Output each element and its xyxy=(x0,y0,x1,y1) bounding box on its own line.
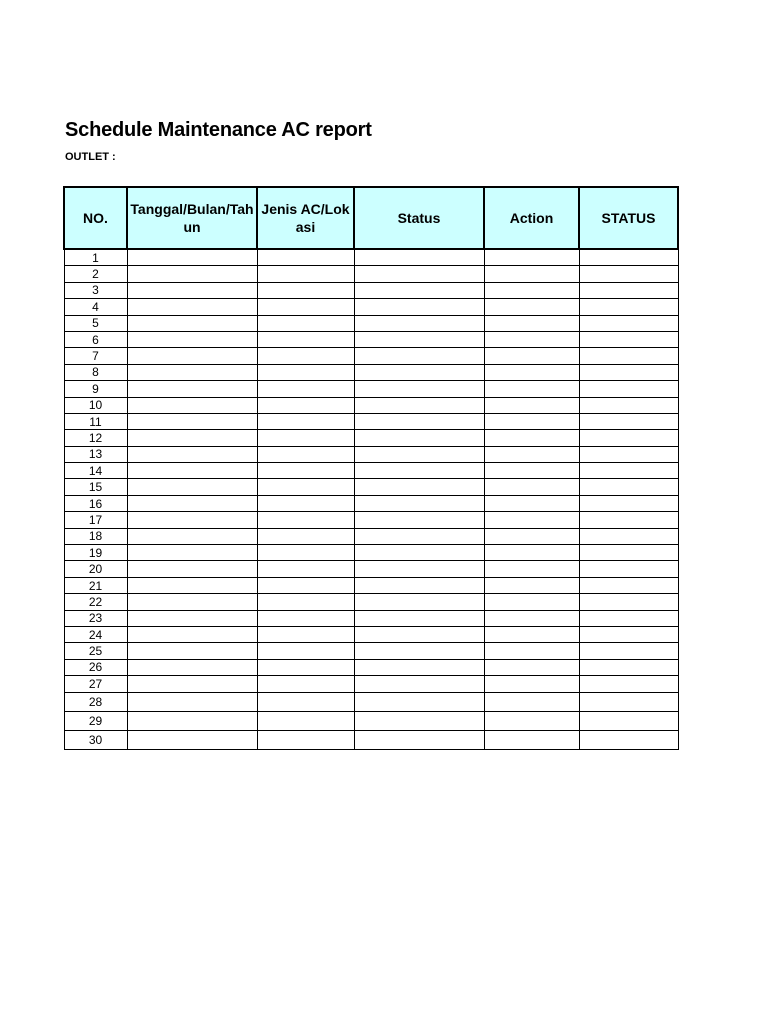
row-number: 6 xyxy=(64,331,127,347)
row-number: 18 xyxy=(64,528,127,544)
action-cell[interactable] xyxy=(484,610,579,626)
table-row xyxy=(64,528,678,544)
final-status-cell[interactable] xyxy=(579,730,678,749)
row-number: 7 xyxy=(64,348,127,364)
table-row xyxy=(64,626,678,642)
action-cell[interactable] xyxy=(484,413,579,429)
row-number: 25 xyxy=(64,643,127,659)
header-no: NO. xyxy=(64,187,127,249)
table-body xyxy=(64,249,678,749)
date-cell[interactable] xyxy=(127,315,257,331)
table-row xyxy=(64,430,678,446)
action-cell[interactable] xyxy=(484,545,579,561)
date-cell[interactable] xyxy=(127,643,257,659)
action-cell[interactable] xyxy=(484,364,579,380)
status-cell[interactable] xyxy=(354,626,484,642)
row-number: 3 xyxy=(64,282,127,298)
ac-location-cell[interactable] xyxy=(257,348,354,364)
date-cell[interactable] xyxy=(127,364,257,380)
ac-location-cell[interactable] xyxy=(257,528,354,544)
maintenance-table xyxy=(63,186,679,750)
table-row xyxy=(64,730,678,749)
final-status-cell[interactable] xyxy=(579,364,678,380)
ac-location-cell[interactable] xyxy=(257,676,354,692)
outlet-label: OUTLET : xyxy=(65,151,116,163)
status-cell[interactable] xyxy=(354,561,484,577)
row-number: 13 xyxy=(64,446,127,462)
action-cell[interactable] xyxy=(484,495,579,511)
report-title: Schedule Maintenance AC report xyxy=(65,119,372,141)
action-cell[interactable] xyxy=(484,348,579,364)
action-cell[interactable] xyxy=(484,594,579,610)
table-row xyxy=(64,577,678,593)
final-status-cell[interactable] xyxy=(579,610,678,626)
date-cell[interactable] xyxy=(127,528,257,544)
table-row xyxy=(64,692,678,711)
ac-location-cell[interactable] xyxy=(257,512,354,528)
status-cell[interactable] xyxy=(354,528,484,544)
ac-location-cell[interactable] xyxy=(257,626,354,642)
action-cell[interactable] xyxy=(484,626,579,642)
date-cell[interactable] xyxy=(127,430,257,446)
table-row xyxy=(64,659,678,675)
header-row xyxy=(64,187,678,249)
ac-location-cell[interactable] xyxy=(257,430,354,446)
date-cell[interactable] xyxy=(127,331,257,347)
status-cell[interactable] xyxy=(354,594,484,610)
action-cell[interactable] xyxy=(484,528,579,544)
ac-location-cell[interactable] xyxy=(257,331,354,347)
final-status-cell[interactable] xyxy=(579,512,678,528)
table-row xyxy=(64,266,678,282)
row-number: 22 xyxy=(64,594,127,610)
ac-location-cell[interactable] xyxy=(257,659,354,675)
date-cell[interactable] xyxy=(127,463,257,479)
date-cell[interactable] xyxy=(127,397,257,413)
row-number: 4 xyxy=(64,299,127,315)
date-cell[interactable] xyxy=(127,711,257,730)
header-status: Status xyxy=(354,187,484,249)
final-status-cell[interactable] xyxy=(579,545,678,561)
status-cell[interactable] xyxy=(354,249,484,266)
status-cell[interactable] xyxy=(354,659,484,675)
ac-location-cell[interactable] xyxy=(257,561,354,577)
ac-location-cell[interactable] xyxy=(257,397,354,413)
table-row xyxy=(64,397,678,413)
ac-location-cell[interactable] xyxy=(257,479,354,495)
row-number: 20 xyxy=(64,561,127,577)
table-row xyxy=(64,610,678,626)
ac-location-cell[interactable] xyxy=(257,545,354,561)
row-number: 12 xyxy=(64,430,127,446)
final-status-cell[interactable] xyxy=(579,577,678,593)
status-cell[interactable] xyxy=(354,545,484,561)
table-row xyxy=(64,643,678,659)
action-cell[interactable] xyxy=(484,446,579,462)
date-cell[interactable] xyxy=(127,299,257,315)
ac-location-cell[interactable] xyxy=(257,463,354,479)
status-cell[interactable] xyxy=(354,266,484,282)
status-cell[interactable] xyxy=(354,397,484,413)
date-cell[interactable] xyxy=(127,545,257,561)
row-number: 17 xyxy=(64,512,127,528)
row-number: 15 xyxy=(64,479,127,495)
ac-location-cell[interactable] xyxy=(257,643,354,659)
header-ac-type-location: Jenis AC/Lokasi xyxy=(257,187,354,249)
status-cell[interactable] xyxy=(354,413,484,429)
status-cell[interactable] xyxy=(354,446,484,462)
status-cell[interactable] xyxy=(354,730,484,749)
status-cell[interactable] xyxy=(354,512,484,528)
final-status-cell[interactable] xyxy=(579,561,678,577)
table-row xyxy=(64,512,678,528)
ac-location-cell[interactable] xyxy=(257,299,354,315)
table-row xyxy=(64,364,678,380)
ac-location-cell[interactable] xyxy=(257,577,354,593)
ac-location-cell[interactable] xyxy=(257,413,354,429)
final-status-cell[interactable] xyxy=(579,594,678,610)
row-number: 10 xyxy=(64,397,127,413)
date-cell[interactable] xyxy=(127,413,257,429)
status-cell[interactable] xyxy=(354,643,484,659)
status-cell[interactable] xyxy=(354,315,484,331)
ac-location-cell[interactable] xyxy=(257,266,354,282)
row-number: 27 xyxy=(64,676,127,692)
table-row xyxy=(64,446,678,462)
action-cell[interactable] xyxy=(484,282,579,298)
row-number: 2 xyxy=(64,266,127,282)
final-status-cell[interactable] xyxy=(579,413,678,429)
final-status-cell[interactable] xyxy=(579,315,678,331)
status-cell[interactable] xyxy=(354,479,484,495)
row-number: 24 xyxy=(64,626,127,642)
action-cell[interactable] xyxy=(484,463,579,479)
status-cell[interactable] xyxy=(354,495,484,511)
final-status-cell[interactable] xyxy=(579,626,678,642)
ac-location-cell[interactable] xyxy=(257,249,354,266)
status-cell[interactable] xyxy=(354,331,484,347)
final-status-cell[interactable] xyxy=(579,528,678,544)
table-row xyxy=(64,413,678,429)
row-number: 26 xyxy=(64,659,127,675)
date-cell[interactable] xyxy=(127,692,257,711)
action-cell[interactable] xyxy=(484,249,579,266)
header-date: Tanggal/Bulan/Tahun xyxy=(127,187,257,249)
ac-location-cell[interactable] xyxy=(257,282,354,298)
ac-location-cell[interactable] xyxy=(257,315,354,331)
action-cell[interactable] xyxy=(484,659,579,675)
date-cell[interactable] xyxy=(127,266,257,282)
table-row xyxy=(64,463,678,479)
table-row xyxy=(64,676,678,692)
status-cell[interactable] xyxy=(354,430,484,446)
table-row xyxy=(64,545,678,561)
table-row xyxy=(64,282,678,298)
status-cell[interactable] xyxy=(354,676,484,692)
table-row xyxy=(64,348,678,364)
action-cell[interactable] xyxy=(484,315,579,331)
action-cell[interactable] xyxy=(484,266,579,282)
action-cell[interactable] xyxy=(484,397,579,413)
action-cell[interactable] xyxy=(484,561,579,577)
action-cell[interactable] xyxy=(484,692,579,711)
action-cell[interactable] xyxy=(484,512,579,528)
row-number: 30 xyxy=(64,730,127,749)
table-row xyxy=(64,249,678,266)
table-row xyxy=(64,711,678,730)
ac-location-cell[interactable] xyxy=(257,381,354,397)
final-status-cell[interactable] xyxy=(579,381,678,397)
row-number: 9 xyxy=(64,381,127,397)
status-cell[interactable] xyxy=(354,282,484,298)
final-status-cell[interactable] xyxy=(579,711,678,730)
final-status-cell[interactable] xyxy=(579,479,678,495)
status-cell[interactable] xyxy=(354,463,484,479)
row-number: 14 xyxy=(64,463,127,479)
final-status-cell[interactable] xyxy=(579,430,678,446)
action-cell[interactable] xyxy=(484,299,579,315)
row-number: 19 xyxy=(64,545,127,561)
row-number: 28 xyxy=(64,692,127,711)
date-cell[interactable] xyxy=(127,282,257,298)
row-number: 23 xyxy=(64,610,127,626)
date-cell[interactable] xyxy=(127,512,257,528)
action-cell[interactable] xyxy=(484,381,579,397)
date-cell[interactable] xyxy=(127,659,257,675)
final-status-cell[interactable] xyxy=(579,299,678,315)
status-cell[interactable] xyxy=(354,299,484,315)
action-cell[interactable] xyxy=(484,730,579,749)
date-cell[interactable] xyxy=(127,626,257,642)
action-cell[interactable] xyxy=(484,577,579,593)
row-number: 1 xyxy=(64,249,127,266)
final-status-cell[interactable] xyxy=(579,643,678,659)
date-cell[interactable] xyxy=(127,381,257,397)
date-cell[interactable] xyxy=(127,479,257,495)
final-status-cell[interactable] xyxy=(579,331,678,347)
table-row xyxy=(64,594,678,610)
ac-location-cell[interactable] xyxy=(257,594,354,610)
table-row xyxy=(64,315,678,331)
date-cell[interactable] xyxy=(127,561,257,577)
row-number: 29 xyxy=(64,711,127,730)
date-cell[interactable] xyxy=(127,610,257,626)
action-cell[interactable] xyxy=(484,331,579,347)
status-cell[interactable] xyxy=(354,364,484,380)
status-cell[interactable] xyxy=(354,610,484,626)
final-status-cell[interactable] xyxy=(579,266,678,282)
status-cell[interactable] xyxy=(354,692,484,711)
final-status-cell[interactable] xyxy=(579,659,678,675)
header-action: Action xyxy=(484,187,579,249)
date-cell[interactable] xyxy=(127,594,257,610)
date-cell[interactable] xyxy=(127,446,257,462)
final-status-cell[interactable] xyxy=(579,397,678,413)
final-status-cell[interactable] xyxy=(579,495,678,511)
status-cell[interactable] xyxy=(354,577,484,593)
action-cell[interactable] xyxy=(484,711,579,730)
final-status-cell[interactable] xyxy=(579,676,678,692)
ac-location-cell[interactable] xyxy=(257,610,354,626)
final-status-cell[interactable] xyxy=(579,463,678,479)
table-row xyxy=(64,561,678,577)
date-cell[interactable] xyxy=(127,730,257,749)
final-status-cell[interactable] xyxy=(579,282,678,298)
table-row xyxy=(64,495,678,511)
row-number: 8 xyxy=(64,364,127,380)
action-cell[interactable] xyxy=(484,479,579,495)
final-status-cell[interactable] xyxy=(579,348,678,364)
date-cell[interactable] xyxy=(127,348,257,364)
date-cell[interactable] xyxy=(127,495,257,511)
date-cell[interactable] xyxy=(127,249,257,266)
ac-location-cell[interactable] xyxy=(257,692,354,711)
date-cell[interactable] xyxy=(127,676,257,692)
status-cell[interactable] xyxy=(354,348,484,364)
ac-location-cell[interactable] xyxy=(257,730,354,749)
final-status-cell[interactable] xyxy=(579,249,678,266)
table-row xyxy=(64,479,678,495)
row-number: 11 xyxy=(64,413,127,429)
table-row xyxy=(64,331,678,347)
ac-location-cell[interactable] xyxy=(257,711,354,730)
row-number: 5 xyxy=(64,315,127,331)
ac-location-cell[interactable] xyxy=(257,364,354,380)
action-cell[interactable] xyxy=(484,676,579,692)
ac-location-cell[interactable] xyxy=(257,446,354,462)
table-row xyxy=(64,381,678,397)
ac-location-cell[interactable] xyxy=(257,495,354,511)
row-number: 16 xyxy=(64,495,127,511)
action-cell[interactable] xyxy=(484,430,579,446)
final-status-cell[interactable] xyxy=(579,692,678,711)
status-cell[interactable] xyxy=(354,711,484,730)
table-row xyxy=(64,299,678,315)
status-cell[interactable] xyxy=(354,381,484,397)
date-cell[interactable] xyxy=(127,577,257,593)
row-number: 21 xyxy=(64,577,127,593)
header-status-final: STATUS xyxy=(579,187,678,249)
final-status-cell[interactable] xyxy=(579,446,678,462)
action-cell[interactable] xyxy=(484,643,579,659)
